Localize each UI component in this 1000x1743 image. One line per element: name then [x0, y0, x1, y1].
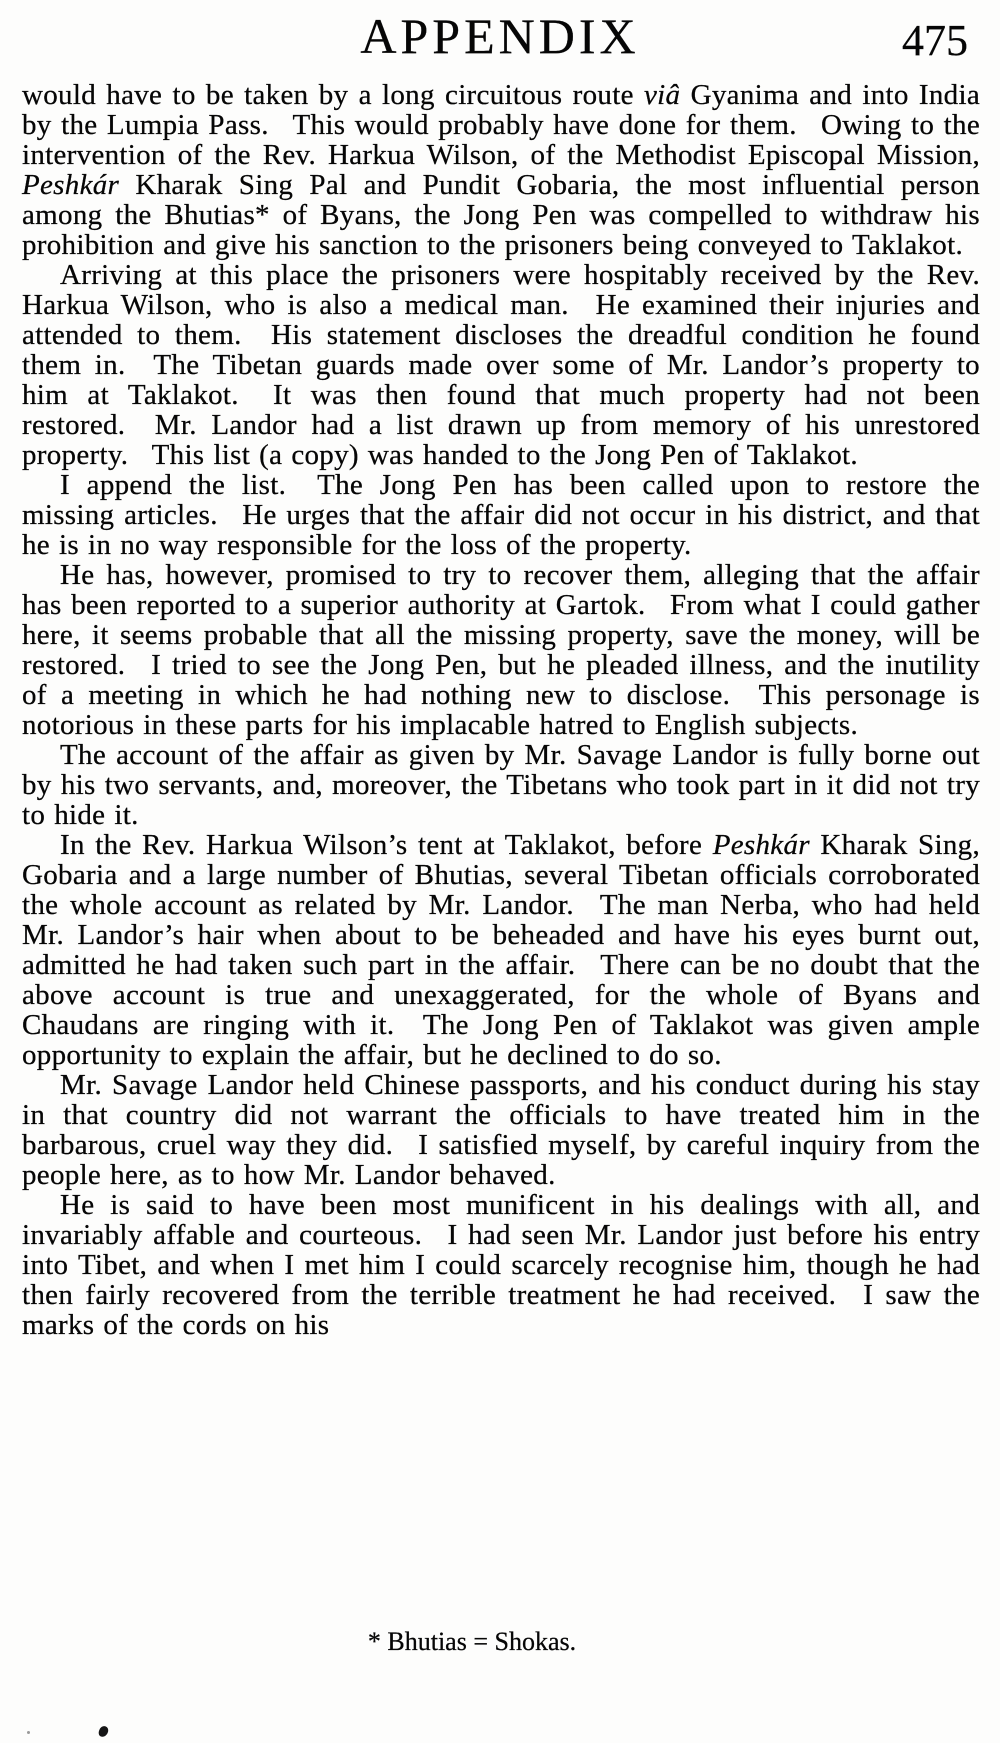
text-run: Mr. Savage Landor held Chinese passports, and his conduct during his stay in that country did not warrant the officials to have treated him in the barbarous, cruel way they did. I satisfied myself, by careful inquiry from the people here, as to how Mr. Landor behaved.: [22, 1069, 980, 1191]
text-run: He is said to have been most munificent in his dealings with all, and invariably affable and courteous. I had seen Mr. Landor just before his entry into Tibet, and when I met him I could scarcely recognise him, though he had then fairly recovered from the terrible treatment he had received. I saw the marks of the cords on his: [22, 1189, 980, 1341]
text-run: Gyanima and into India by the Lumpia Pass. This would probably have done for them. Owing to the intervention of the Rev. Harkua Wilson, of the Methodist Episcopal Mission,: [22, 79, 980, 171]
text-run: In the Rev. Harkua Wilson’s tent at Taklakot, before: [60, 829, 713, 861]
body-text: [22, 80, 980, 1340]
ink-blot: [98, 1725, 110, 1738]
paragraph: [22, 260, 980, 470]
page-title: APPENDIX: [360, 8, 640, 64]
text-run: Arriving at this place the prisoners were hospitably received by the Rev. Harkua Wilson, who is also a medical man. He examined their injuries and attended to them. His statement discloses the dreadful condition he found them in. The Tibetan guards made over some of Mr. Landor’s property to him at Taklakot. It was then found that much property had not been restored. Mr. Landor had a list drawn up from memory of his unrestored property. This list (a copy) was handed to the Jong Pen of Taklakot.: [22, 259, 980, 471]
text-run: The account of the affair as given by Mr. Savage Landor is fully borne out by his two servants, and, moreover, the Tibetans who took part in it did not try to hide it.: [22, 739, 980, 831]
italic-text-run: Peshkár: [22, 169, 120, 201]
paragraph: [22, 80, 980, 260]
italic-text-run: Peshkár: [712, 829, 810, 861]
page-header: [0, 0, 1000, 76]
text-run: I append the list. The Jong Pen has been called upon to restore the missing articles. He urges that the affair did not occur in his district, and that he is in no way responsible for the loss of the property.: [22, 469, 980, 561]
paragraph: [22, 830, 980, 1070]
ink-dot: [27, 1731, 30, 1734]
paragraph: [22, 470, 980, 560]
text-run: He has, however, promised to try to recover them, alleging that the affair has been reported to a superior authority at Gartok. From what I could gather here, it seems probable that all the missing property, save the money, will be restored. I tried to see the Jong Pen, but he pleaded illness, and the inutility of a meeting in which he had nothing new to disclose. This personage is notorious in these parts for his implacable hatred to English subjects.: [22, 559, 980, 741]
italic-text-run: viâ: [644, 79, 681, 111]
text-run: Kharak Sing, Gobaria and a large number of Bhutias, several Tibetan officials corroborated the whole account as related by Mr. Landor. The man Nerba, who had held Mr. Landor’s hair when about to be beheaded and have his eyes burnt out, admitted he had taken such part in the affair. There can be no doubt that the above account is true and unexaggerated, for the whole of Byans and Chaudans are ringing with it. The Jong Pen of Taklakot was given ample opportunity to explain the affair, but he declined to do so.: [22, 829, 980, 1071]
paragraph: [22, 1070, 980, 1190]
paragraph: [22, 560, 980, 740]
text-run: would have to be taken by a long circuitous route: [22, 79, 645, 111]
text-run: Kharak Sing Pal and Pundit Gobaria, the most influential person among the Bhutias* of Byans, the Jong Pen was compelled to withdraw his prohibition and give his sanction to the prisoners being conveyed to Taklakot.: [22, 169, 980, 261]
page-number: 475: [902, 16, 968, 65]
paragraph: [22, 1190, 980, 1340]
paragraph: [22, 740, 980, 830]
footnote: * Bhutias = Shokas.: [367, 1627, 577, 1656]
